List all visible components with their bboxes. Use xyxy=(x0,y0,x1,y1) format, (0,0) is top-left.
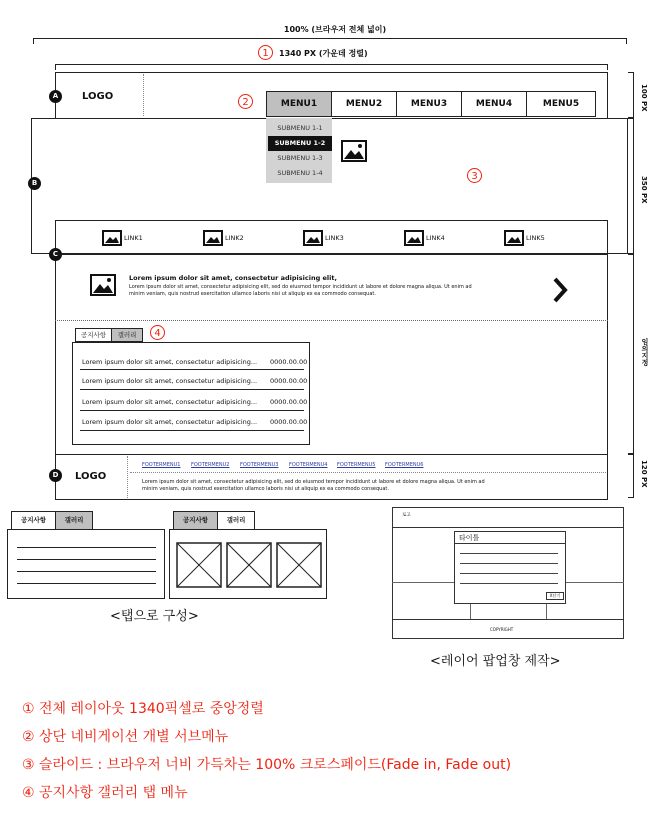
note-2: ② 상단 네비게이션 개별 서브메뉴 xyxy=(22,729,229,745)
footer-top-line xyxy=(55,454,608,455)
content-title: Lorem ipsum dolor sit amet, consectetur adipisicing elit, xyxy=(129,274,337,282)
link-5[interactable]: LINK5 xyxy=(526,234,545,242)
tab-example2-notice-tab[interactable]: 공지사항 xyxy=(173,511,218,530)
center-width-bracket xyxy=(55,64,608,70)
tab-example-notice-tab[interactable]: 공지사항 xyxy=(11,511,56,530)
link-1[interactable]: LINK1 xyxy=(124,234,143,242)
footer-menu-4[interactable]: FOOTERMENU4 xyxy=(289,462,328,468)
tab-notice[interactable]: 공지사항 xyxy=(75,328,112,342)
popup-line-3 xyxy=(460,573,558,574)
menu-1[interactable]: MENU1 xyxy=(266,91,332,117)
popup-line-2 xyxy=(460,563,558,564)
center-width-label: 1340 PX (가운데 정렬) xyxy=(279,49,368,58)
side-label-a: 100 PX xyxy=(640,84,648,112)
gallery-thumb-1 xyxy=(176,542,222,588)
marker-1: 1 xyxy=(258,45,273,60)
board-row-4-line xyxy=(80,430,304,431)
marker-3: 3 xyxy=(467,168,482,183)
link-4-icon xyxy=(404,230,424,246)
tab-example-line-1 xyxy=(17,547,156,548)
tab-example-line-4 xyxy=(17,583,156,584)
bracket-a xyxy=(628,72,634,118)
tab-example-gallery-tab[interactable]: 갤러리 xyxy=(55,511,93,530)
marker-4: 4 xyxy=(150,325,165,340)
menu-5[interactable]: MENU5 xyxy=(526,91,596,117)
footer-logo: LOGO xyxy=(75,471,107,482)
marker-2: 2 xyxy=(238,94,253,109)
link-4[interactable]: LINK4 xyxy=(426,234,445,242)
content-image-icon xyxy=(90,274,116,296)
section-marker-d: D xyxy=(49,469,62,482)
board-row-1-date: 0000.00.00 xyxy=(270,358,308,366)
board-row-4-text[interactable]: Lorem ipsum dolor sit amet, consectetur adipisicing... xyxy=(82,418,258,426)
tab-caption: <탭으로 구성> xyxy=(110,609,199,624)
link-5-icon xyxy=(504,230,524,246)
tab-example-notice-panel xyxy=(7,529,165,599)
side-label-c: 임의지정 xyxy=(641,338,649,366)
link-3[interactable]: LINK3 xyxy=(325,234,344,242)
popup-page-header-line xyxy=(392,527,624,528)
footer-menu-2[interactable]: FOOTERMENU2 xyxy=(191,462,230,468)
header-divider xyxy=(143,74,144,116)
board-row-1-line xyxy=(80,369,304,370)
link-2[interactable]: LINK2 xyxy=(225,234,244,242)
board-row-2-text[interactable]: Lorem ipsum dolor sit amet, consectetur adipisicing... xyxy=(82,377,258,385)
popup-line-1 xyxy=(460,553,558,554)
popup-caption: <레이어 팝업창 제작> xyxy=(430,654,561,669)
footer-menu-1[interactable]: FOOTERMENU1 xyxy=(142,462,181,468)
popup-copyright: COPYRIGHT xyxy=(490,627,514,632)
footer-menu-6[interactable]: FOOTERMENU6 xyxy=(385,462,424,468)
footer-sep-line xyxy=(130,472,606,473)
tab-example2-gallery-tab[interactable]: 갤러리 xyxy=(217,511,255,530)
side-label-b: 350 PX xyxy=(640,176,648,204)
footer-menu-5[interactable]: FOOTERMENU5 xyxy=(337,462,376,468)
header-logo: LOGO xyxy=(82,91,114,102)
popup-page-footer-line xyxy=(392,619,624,620)
link-2-icon xyxy=(203,230,223,246)
popup-title-line xyxy=(454,543,566,544)
board-row-1-text[interactable]: Lorem ipsum dolor sit amet, consectetur adipisicing... xyxy=(82,358,258,366)
submenu-item-2[interactable]: SUBMENU 1-2 xyxy=(268,136,332,151)
full-width-label: 100% (브라우저 전체 넓이) xyxy=(283,25,387,34)
tab-gallery[interactable]: 갤러리 xyxy=(111,328,143,342)
note-3: ③ 슬라이드 : 브라우저 너비 가득차는 100% 크로스페이드(Fade in, Fade out) xyxy=(22,757,512,773)
full-width-bracket xyxy=(33,38,627,44)
tab-example-line-2 xyxy=(17,559,156,560)
content-top-line xyxy=(55,254,608,255)
footer-menu-3[interactable]: FOOTERMENU3 xyxy=(240,462,279,468)
note-4: ④ 공지사항 갤러리 탭 메뉴 xyxy=(22,785,188,801)
board-row-2-date: 0000.00.00 xyxy=(270,377,308,385)
link-1-icon xyxy=(102,230,122,246)
submenu-item-4[interactable]: SUBMENU 1-4 xyxy=(277,169,323,177)
popup-title: 타이틀 xyxy=(459,534,480,542)
section-marker-c: C xyxy=(49,248,62,261)
board-row-3-date: 0000.00.00 xyxy=(270,398,308,406)
footer-divider xyxy=(127,456,128,498)
section-marker-b: B xyxy=(28,177,41,190)
footer-text: Lorem ipsum dolor sit amet, consectetur adipisicing elit, sed do eiusmod tempor incididunt ut labore et dolore magna aliqua. Ut enim ad minim veniam, quis nostrud exercitation ullamco laboris nisi ut aliquip ex ea commodo consequat. xyxy=(142,479,485,492)
board-row-2-line xyxy=(80,389,304,390)
bracket-b xyxy=(628,118,634,254)
submenu-item-3[interactable]: SUBMENU 1-3 xyxy=(277,154,323,162)
bracket-c xyxy=(628,254,634,454)
chevron-right-icon[interactable] xyxy=(551,276,569,304)
submenu-item-1[interactable]: SUBMENU 1-1 xyxy=(277,124,323,132)
board-row-3-line xyxy=(80,410,304,411)
popup-line-4 xyxy=(460,583,558,584)
section-marker-a: A xyxy=(49,90,62,103)
gallery-thumb-2 xyxy=(226,542,272,588)
content-body: Lorem ipsum dolor sit amet, consectetur adipisicing elit, sed do eiusmod tempor incididunt ut labore et dolore magna aliqua. Ut enim ad minim veniam, quis nostrud exercitation ullamco laboris nisi ut aliquip ex ea commodo consequat. xyxy=(129,284,472,297)
menu-4[interactable]: MENU4 xyxy=(461,91,527,117)
menu-2[interactable]: MENU2 xyxy=(331,91,397,117)
bracket-d xyxy=(628,454,634,498)
board-row-3-text[interactable]: Lorem ipsum dolor sit amet, consectetur adipisicing... xyxy=(82,398,258,406)
content-separator xyxy=(55,320,608,321)
board-row-4-date: 0000.00.00 xyxy=(270,418,308,426)
menu-3[interactable]: MENU3 xyxy=(396,91,462,117)
slide-image-icon xyxy=(341,140,367,162)
gallery-thumb-3 xyxy=(276,542,322,588)
popup-page-logo: 로고 xyxy=(402,513,411,518)
side-label-d: 120 PX xyxy=(640,460,648,488)
popup-close-button[interactable]: X닫기 xyxy=(546,592,564,600)
tab-example-line-3 xyxy=(17,571,156,572)
note-1: ① 전체 레이아웃 1340픽셀로 중앙정렬 xyxy=(22,701,264,717)
link-3-icon xyxy=(303,230,323,246)
